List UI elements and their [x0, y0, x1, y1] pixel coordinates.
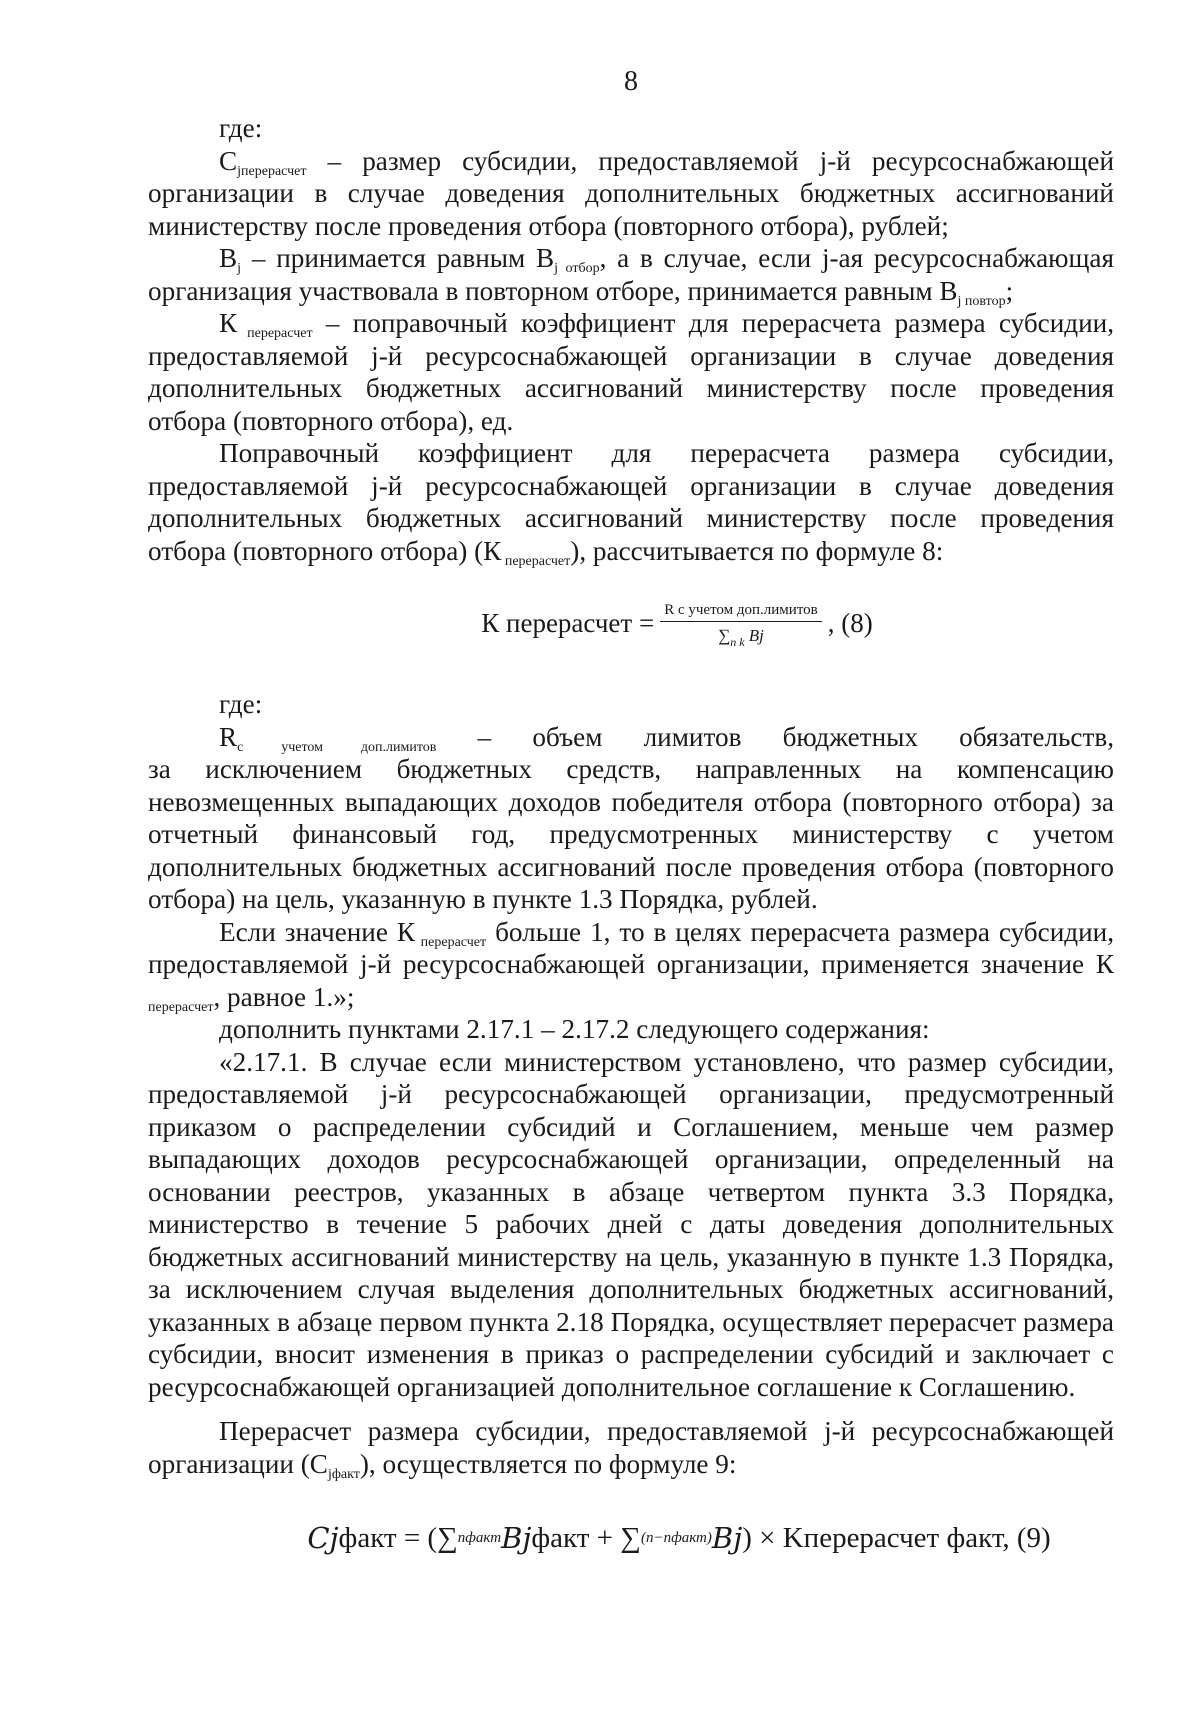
- paragraph-recalculation-intro: Перерасчет размера субсидии, предоставляемой j-й ресурсоснабжающей организации $(С_{jфакт})$, осуществляется по формуле 9:: [148, 1416, 1114, 1482]
- paragraph-coefficient-formula-intro: Поправочный коэффициент для перерасчета размера субсидии, предоставляемой j-й ресурсоснабжающей организации в случае доведения дополнительных бюджетных ассигнований министерству после проведения отбора (повторного отбора) (К $_{перерасчет}$), рассчитывается по формуле 8:: [148, 438, 1114, 569]
- document-body: [148, 112, 1114, 1553]
- formula-8: [240, 602, 1114, 649]
- formula-8-number: , (8): [827, 608, 873, 638]
- formula-9: Cj факт = (∑ nфакт Bj факт + ∑ (n−nфакт) Bj ) × K перерасчет факт, (9): [307, 1521, 1051, 1555]
- definition-r-limits-line1: $R_{с учетом доп.лимитов}$ – объем лимитов бюджетных обязательств,: [219, 721, 1115, 755]
- where-label-2: где:: [219, 689, 263, 719]
- definition-c-jpererasschet: $С_{jперерасчет}$ – размер субсидии, предоставляемой j-й ресурсоснабжающей организации в случае доведения дополнительных бюджетных ассигнований министерству после проведения отбора (повторного отбора), рублей;: [148, 145, 1114, 241]
- formula-8-denominator: $\sum_{n k}$ Bj: [718, 626, 764, 649]
- page-number: 8: [624, 66, 638, 97]
- formula-8-fraction: [660, 602, 822, 649]
- definition-k-pererasschet: К $_{перерасчет}$ – поправочный коэффициент для перерасчета размера субсидии, предоставляемой j-й ресурсоснабжающей организации в случае доведения дополнительных бюджетных ассигнований министерству после проведения отбора (повторного отбора), ед.: [148, 308, 1114, 436]
- paragraph-supplement-items: дополнить пунктами 2.17.1 – 2.17.2 следующего содержания:: [219, 1014, 930, 1044]
- where-label: где:: [219, 113, 263, 143]
- formula-8-lhs: К перерасчет =: [481, 608, 655, 638]
- definition-bj: $В_j$ – принимается равным $В_{j отбор}$, а в случае, если j-ая ресурсоснабжающая организация участвовала в повторном отборе, принимается равным $В_{j повтор}$;: [148, 243, 1114, 309]
- formula-8-numerator: R с учетом доп.лимитов: [660, 603, 822, 622]
- definition-r-limits-rest: за исключением бюджетных средств, направленных на компенсацию невозмещенных выпадающих доходов победителя отбора (повторного отбора) за отчетный финансовый год, предусмотренных министерству с учетом дополнительных бюджетных ассигнований после проведения отбора (повторного отбора) на цель, указанную в пункте 1.3 Порядка, рублей.: [148, 754, 1114, 914]
- paragraph-k-greater-than-one: Если значение К $_{перерасчет}$ больше 1, то в целях перерасчета размера субсидии, предоставляемой j-й ресурсоснабжающей организации, применяется значение К $_{перерасчет}$, равное 1.»;: [148, 916, 1114, 1015]
- paragraph-2-17-1: «2.17.1. В случае если министерством установлено, что размер субсидии, предоставляемой j-й ресурсоснабжающей организации, предусмотренный приказом о распределении субсидий и Соглашением, меньше чем размер выпадающих доходов ресурсоснабжающей организации, определенный на основании реестров, указанных в абзаце четвертом пункта 3.3 Порядка, министерство в течение 5 рабочих дней с даты доведения дополнительных бюджетных ассигнований министерству на цель, указанную в пункте 1.3 Порядка, за исключением случая выделения дополнительных бюджетных ассигнований, указанных в абзаце первом пункта 2.18 Порядка, осуществляет перерасчет размера субсидии, вносит изменения в приказ о распределении субсидий и заключает с ресурсоснабжающей организацией дополнительное соглашение к Соглашению.: [148, 1046, 1114, 1402]
